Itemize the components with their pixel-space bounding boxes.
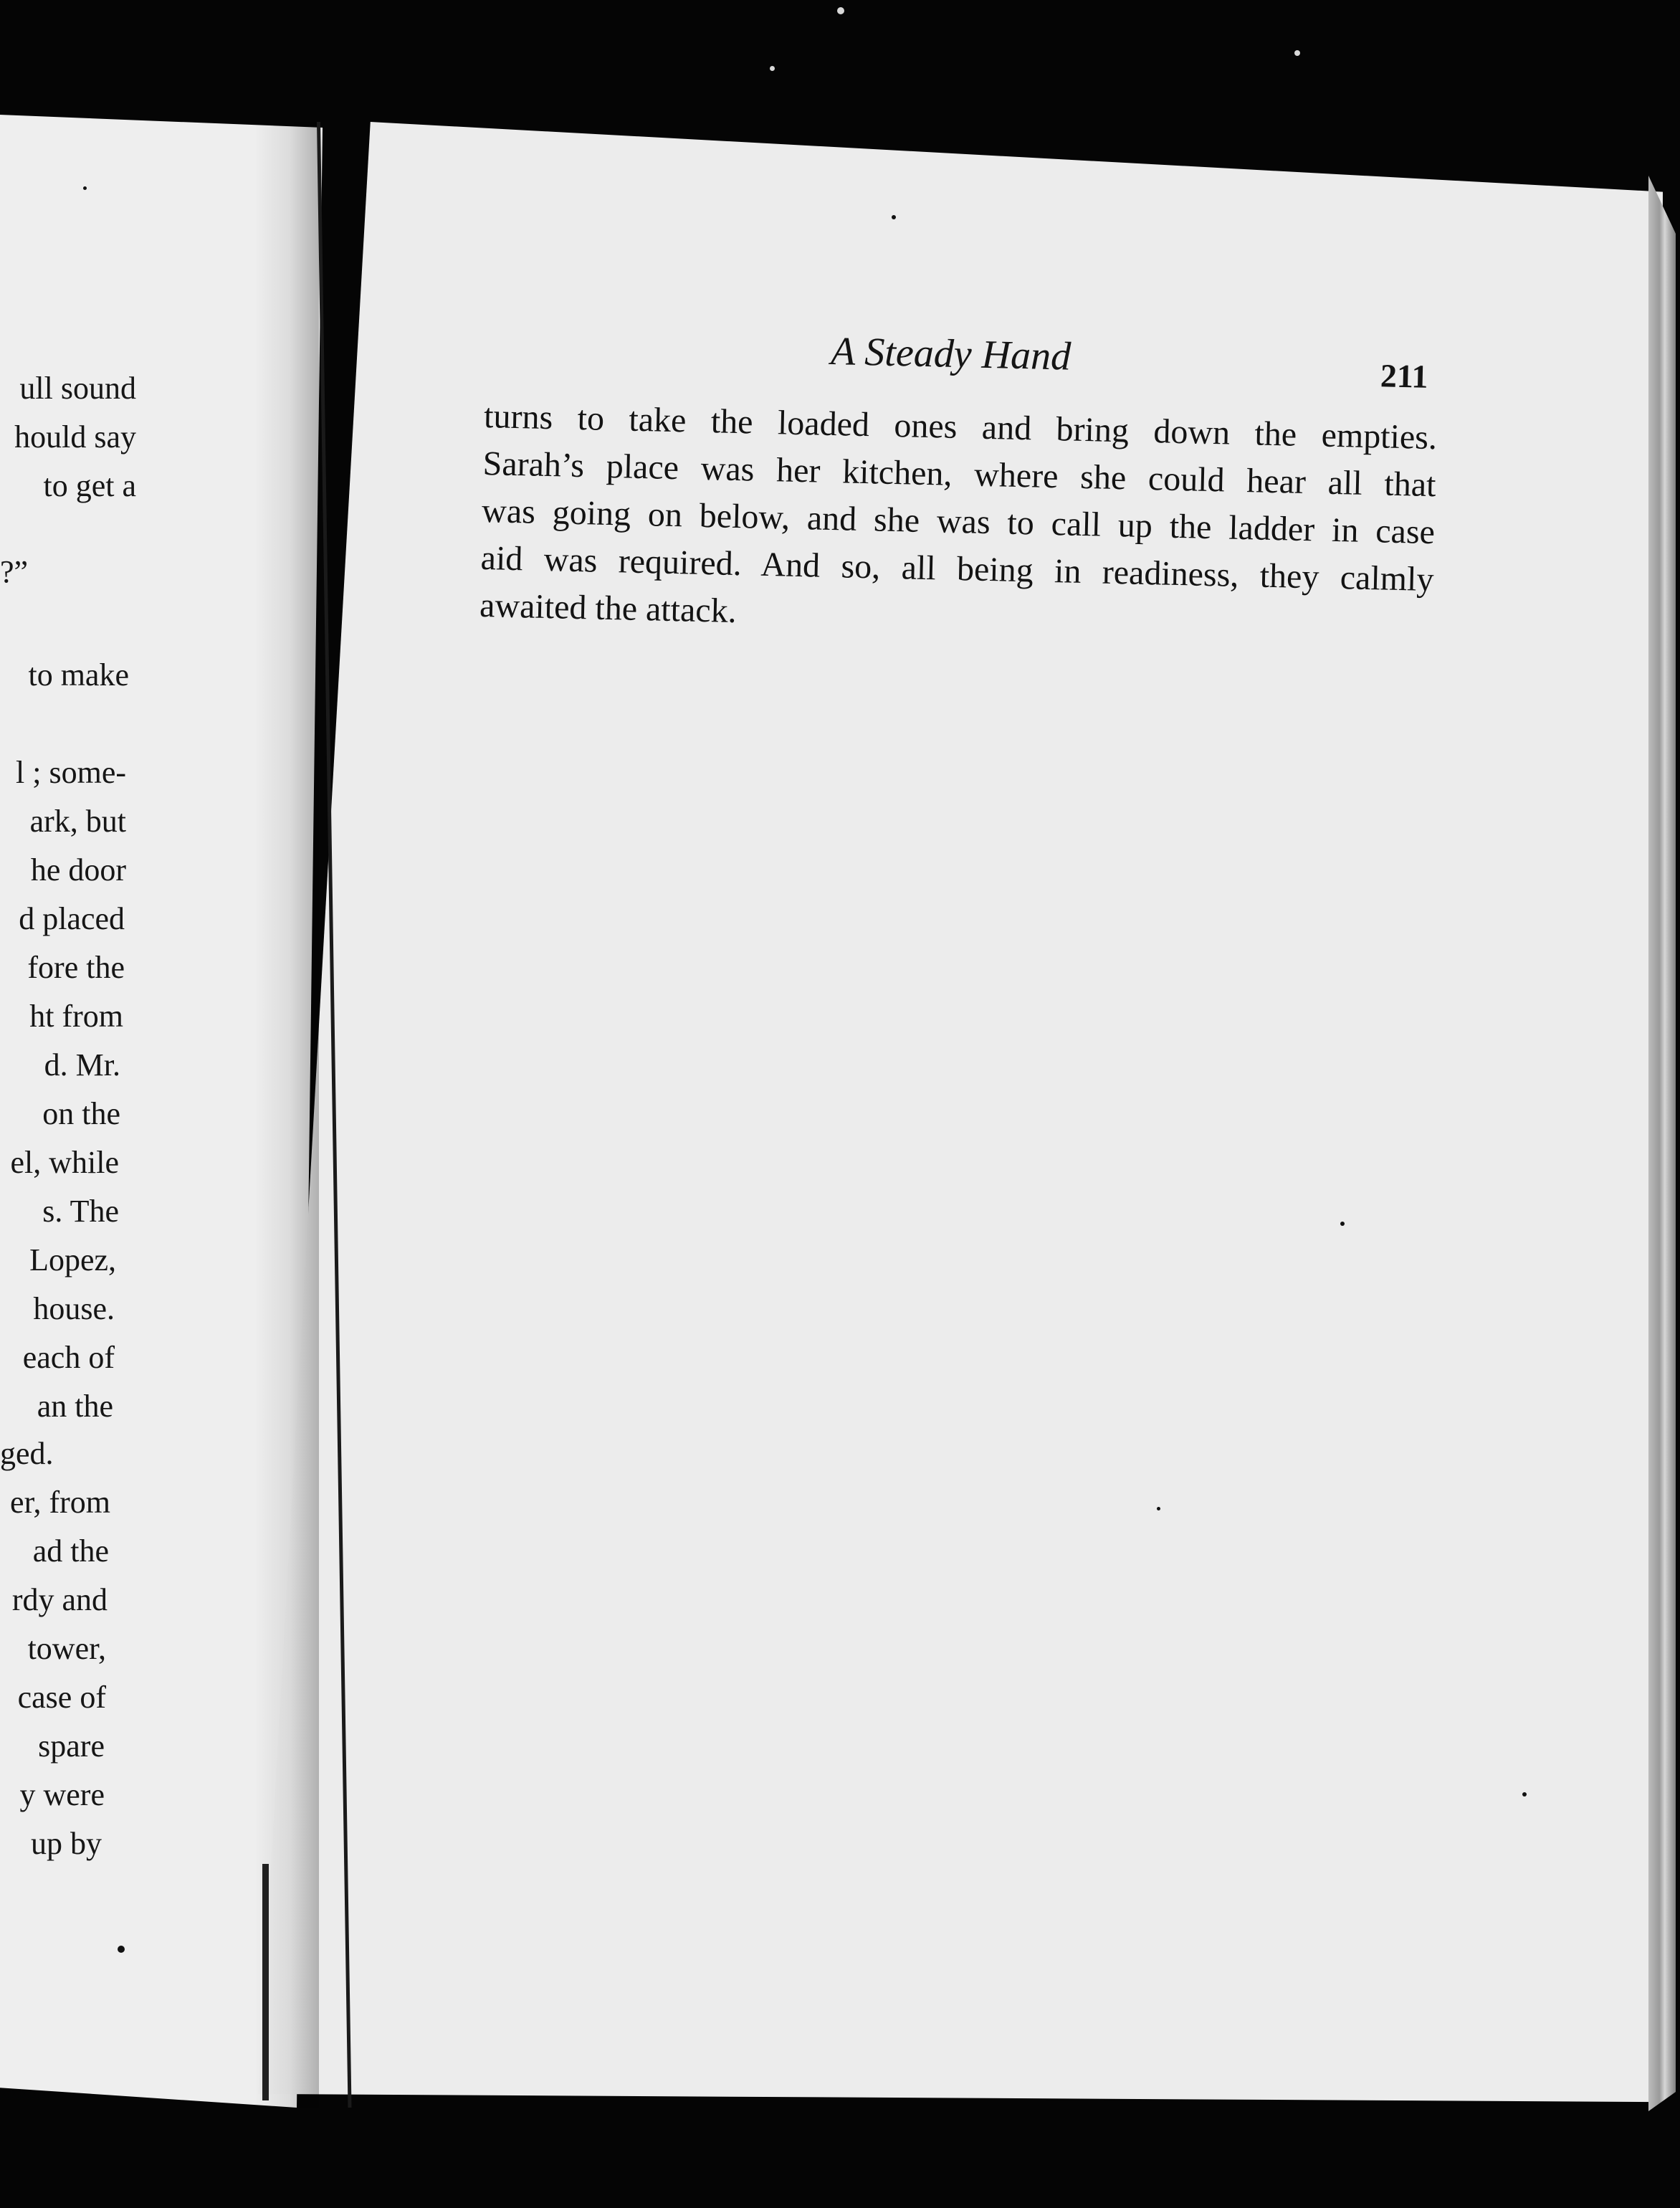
scan-speck xyxy=(1522,1792,1527,1797)
left-line: up by xyxy=(31,1826,102,1861)
left-line: y were xyxy=(19,1777,105,1812)
scan-speck xyxy=(83,186,87,190)
scan-speck xyxy=(892,215,896,219)
left-line: an the xyxy=(37,1389,113,1424)
scan-speck xyxy=(837,7,844,14)
left-line: ht from xyxy=(29,999,123,1034)
left-line: on the xyxy=(42,1096,120,1131)
left-line: to get a xyxy=(43,468,136,503)
body-line: was going on below, and she was to call up the ladder in case xyxy=(481,491,1436,552)
body-paragraph xyxy=(479,393,1438,651)
scan-speck xyxy=(118,1946,125,1953)
left-line: house. xyxy=(33,1291,115,1326)
left-line: spare xyxy=(38,1728,105,1764)
left-line: ark, but xyxy=(29,804,126,839)
scan-speck xyxy=(1340,1222,1345,1226)
left-line: tower, xyxy=(27,1631,106,1666)
left-line: case of xyxy=(17,1680,106,1715)
page-number: 211 xyxy=(1380,357,1429,395)
left-line: Lopez, xyxy=(29,1242,116,1277)
scan-speck xyxy=(1157,1507,1160,1510)
gutter-shadow xyxy=(254,122,319,2108)
left-line: er, from xyxy=(10,1485,110,1520)
left-line: ged. xyxy=(0,1436,54,1471)
left-line: d placed xyxy=(19,901,125,936)
left-line: each of xyxy=(22,1340,115,1375)
body-line: awaited the attack. xyxy=(479,586,738,631)
left-line: hould say xyxy=(14,419,136,455)
body-line: aid was required. And so, all being in readiness, they calmly xyxy=(480,538,1435,599)
left-line: s. The xyxy=(42,1194,119,1229)
left-line: to make xyxy=(28,657,129,693)
left-line: ull sound xyxy=(19,371,136,406)
running-head: A Steady Hand xyxy=(830,328,1072,379)
left-line: d. Mr. xyxy=(44,1047,120,1082)
body-line: turns to take the loaded ones and bring down the empties. xyxy=(483,396,1438,457)
fold-line-lower xyxy=(262,1864,269,2100)
scan-speck xyxy=(1294,50,1300,56)
left-line: rdy and xyxy=(11,1582,108,1617)
left-line: l ; some- xyxy=(16,755,126,790)
scan-speck xyxy=(770,66,775,71)
left-line: ?” xyxy=(0,554,29,589)
left-line: el, while xyxy=(10,1145,119,1180)
body-line: Sarah’s place was her kitchen, where she could hear all that xyxy=(482,444,1437,505)
left-line: he door xyxy=(30,852,126,888)
page-block-edge xyxy=(1648,176,1676,2111)
left-line: ad the xyxy=(32,1533,109,1569)
left-line: fore the xyxy=(27,950,125,985)
